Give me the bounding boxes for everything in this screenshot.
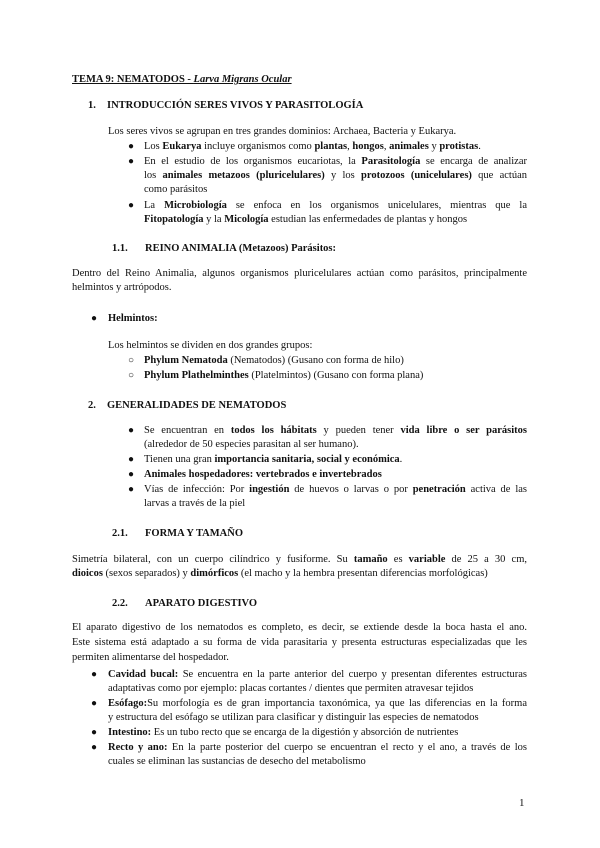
bullet-icon: ● [128, 141, 135, 152]
bullet-icon: ● [128, 484, 135, 495]
bullet-icon: ● [128, 156, 135, 167]
digest-bullet-recto-l2: cuales se eliminan las sustancias de desecho del metabolismo [108, 756, 366, 767]
group-nematoda: Phylum Nematoda (Nematodos) (Gusano con forma de hilo) [144, 355, 404, 366]
bullet-icon: ● [91, 313, 98, 324]
digest-bullet-esofago-l2: y estructura del esófago se utilizan para clasificar y distinguir las especies de nematodos [108, 712, 479, 723]
intro-bullet-eukarya: Los Eukarya incluye organismos como plantas, hongos, animales y protistas. [144, 141, 481, 152]
bullet-icon: ● [128, 469, 135, 480]
digest-bullet-recto-l1: Recto y ano: En la parte posterior del cuerpo se encuentran el recto y el ano, a través de los [108, 742, 527, 753]
bullet-icon: ● [128, 200, 135, 211]
section-2-heading: 2. GENERALIDADES DE NEMATODOS [88, 400, 287, 411]
bullet-icon: ● [91, 669, 98, 680]
bullet-icon: ● [128, 454, 135, 465]
digest-paragraph-l2: Este sistema está adaptado a su forma de vida parasitaria y presenta estructuras especializadas que les [72, 637, 527, 648]
hollow-bullet-icon: ○ [128, 355, 135, 366]
section-1-1-heading: 1.1. REINO ANIMALIA (Metazoos) Parásitos: [112, 243, 337, 254]
gen-bullet-hospedadores: Animales hospedadores: vertebrados e invertebrados [144, 469, 382, 480]
group-plathelminthes: Phylum Plathelminthes (Platelmintos) (Gusano con forma plana) [144, 370, 424, 381]
digest-bullet-esofago-l1: Esófago:Su morfología es de gran importancia taxonómica, ya que las diferencias en la forma [108, 698, 527, 709]
bullet-icon: ● [128, 425, 135, 436]
helmintos-division: Los helmintos se dividen en dos grandes grupos: [108, 340, 313, 351]
digest-paragraph-l1: El aparato digestivo de los nematodos es completo, es decir, se extiende desde la boca hasta el ano. [72, 622, 527, 633]
section-1-heading: 1. INTRODUCCIÓN SERES VIVOS Y PARASITOLOGÍA [88, 100, 364, 111]
digest-bullet-intestino: Intestino: Es un tubo recto que se encarga de la digestión y absorción de nutrientes [108, 727, 459, 738]
intro-lead: Los seres vivos se agrupan en tres grandes dominios: Archaea, Bacteria y Eukarya. [108, 126, 457, 137]
gen-bullet-habitats-l2: (alrededor de 50 especies parasitan al ser humano). [144, 439, 359, 450]
document-title: TEMA 9: NEMATODOS - Larva Migrans Ocular [72, 74, 292, 85]
intro-bullet-parasitologia-l3: como parásitos [144, 184, 208, 195]
section-2-2-heading: 2.2. APARATO DIGESTIVO [112, 598, 258, 609]
gen-bullet-infeccion-l2: larvas a través de la piel [144, 498, 246, 509]
intro-bullet-parasitologia-l2: los animales metazoos (pluricelulares) y los protozoos (unicelulares) que actúan [144, 170, 527, 181]
gen-bullet-habitats-l1: Se encuentran en todos los hábitats y pueden tener vida libre o ser parásitos [144, 425, 527, 436]
page-number: 1 [519, 797, 525, 809]
intro-bullet-microbiologia-l1: La Microbiología se enfoca en los organismos unicelulares, mientras que la [144, 200, 528, 211]
section-2-1-heading: 2.1. FORMA Y TAMAÑO [112, 528, 243, 539]
bullet-icon: ● [91, 727, 98, 738]
digest-paragraph-l3: permiten alimentarse del hospedador. [72, 652, 229, 663]
forma-paragraph-l1: Simetría bilateral, con un cuerpo cilíndrico y fusiforme. Su tamaño es variable de 25 a 30 cm, [72, 554, 527, 565]
helmintos-heading: Helmintos: [108, 313, 158, 324]
bullet-icon: ● [91, 698, 98, 709]
reino-paragraph-l1: Dentro del Reino Animalia, algunos organismos pluricelulares actúan como parásitos, principalmente [72, 268, 527, 279]
digest-bullet-cavidad-l2: adaptativas como por ejemplo: placas cortantes / dientes que permiten atravesar tejidos [108, 683, 474, 694]
intro-bullet-microbiologia-l2: Fitopatología y la Micología estudian las enfermedades de plantas y hongos [144, 214, 468, 225]
forma-paragraph-l2: dioicos (sexos separados) y dimórficos (el macho y la hembra presentan diferencias morfológicas) [72, 568, 488, 579]
digest-bullet-cavidad-l1: Cavidad bucal: Se encuentra en la parte anterior del cuerpo y presentan diferentes estructuras [108, 669, 527, 680]
bullet-icon: ● [91, 742, 98, 753]
intro-bullet-parasitologia-l1: En el estudio de los organismos eucariotas, la Parasitología se encarga de analizar [144, 156, 527, 167]
gen-bullet-importancia: Tienen una gran importancia sanitaria, social y económica. [144, 454, 403, 465]
hollow-bullet-icon: ○ [128, 370, 135, 381]
gen-bullet-infeccion-l1: Vías de infección: Por ingestión de huevos o larvas o por penetración activa de las [144, 484, 527, 495]
reino-paragraph-l2: helmintos y artrópodos. [72, 282, 172, 293]
